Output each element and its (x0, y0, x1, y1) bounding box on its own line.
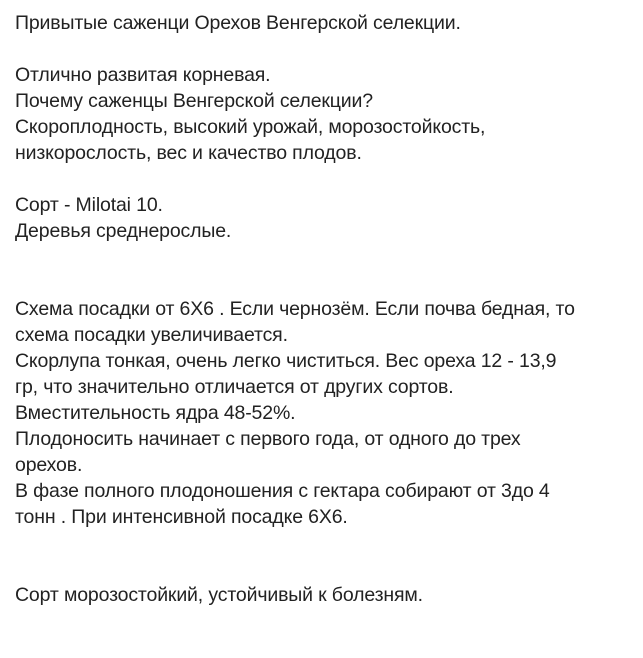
text-line: В фазе полного плодоношения с гектара собирают от 3до 4 (15, 480, 550, 502)
text-line: Привытые саженци Орехов Венгерской селекции. (15, 12, 461, 34)
paragraph-spacer (15, 530, 637, 582)
text-line: Скороплодность, высокий урожай, морозостойкость, (15, 116, 486, 138)
text-line: Отлично развитая корневая. (15, 64, 271, 86)
paragraph-spacer (15, 36, 637, 62)
paragraph-spacer (15, 166, 637, 192)
text-line: Сорт - Milotai 10. (15, 194, 163, 216)
text-line: орехов. (15, 454, 83, 476)
paragraph-title (15, 10, 637, 36)
paragraph-details (15, 296, 637, 530)
text-line: низкорослость, вес и качество плодов. (15, 142, 362, 164)
paragraph-resistance (15, 582, 637, 608)
text-line: тонн . При интенсивной посадке 6Х6. (15, 506, 348, 528)
text-line: Сорт морозостойкий, устойчивый к болезням. (15, 584, 423, 606)
text-line: Скорлупа тонкая, очень легко чиститься. Вес ореха 12 - 13,9 (15, 350, 557, 372)
text-line: Схема посадки от 6Х6 . Если чернозём. Если почва бедная, то (15, 298, 575, 320)
text-line: схема посадки увеличивается. (15, 324, 288, 346)
text-line: Почему саженцы Венгерской селекции? (15, 90, 373, 112)
paragraph-benefits (15, 62, 637, 166)
text-line: Деревья среднерослые. (15, 220, 232, 242)
paragraph-variety (15, 192, 637, 244)
text-line: гр, что значительно отличается от других сортов. (15, 376, 454, 398)
text-line: Плодоносить начинает с первого года, от одного до трех (15, 428, 521, 450)
post-text (15, 10, 637, 608)
text-line: Вместительность ядра 48-52%. (15, 402, 296, 424)
paragraph-spacer (15, 244, 637, 296)
